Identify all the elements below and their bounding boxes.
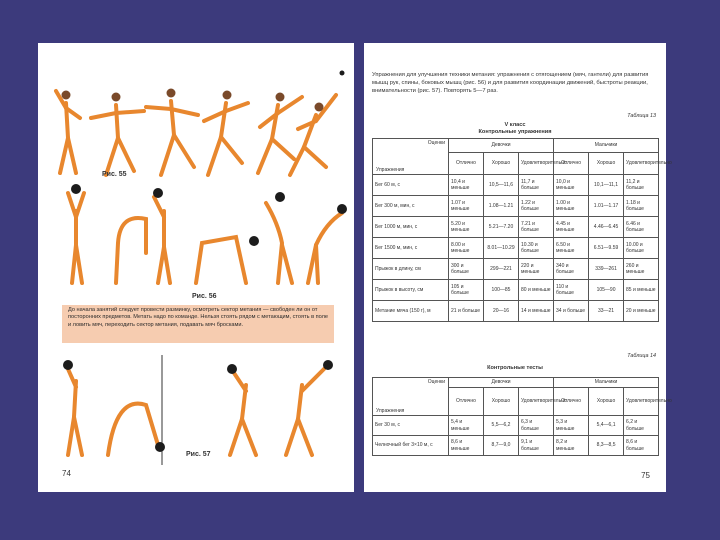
- table-14-girls: Девочки: [449, 378, 554, 388]
- table-13-girls: Девочки: [449, 139, 554, 153]
- table-14-title: Контрольные тесты: [487, 365, 543, 371]
- table-row: Бег 1000 м, мин, с 5.20 и меньше 5.21—7.20 7.21 и больше 4.45 и меньше 4.46—6.45 6.46 и больше: [373, 217, 659, 238]
- coordination-exercises-figure: [46, 355, 346, 465]
- control-tests-table: Оценки Упражнения Девочки Мальчики Отлично Хорошо Удовлетворительно Отлично Хорошо Удовлетворительно Бег 30 м, с 5,4 и меньше 5,5—6,2 6,3 и больше 5,3 и меньше 5,4—6,1 6,2 и больше Челночный бег 3×10 м, с 8,6 и меньше 8,7—9,0 9,1 и больше 8,2 и меньше 8,3—8,5 8,6 и больше: [372, 377, 659, 456]
- table-row: Бег 1500 м, мин, с 8.00 и меньше 8.01—10.29 10.30 и больше 6.50 и меньше 6.51—9.59 10.00 и больше: [373, 238, 659, 259]
- throwing-sequence-figure: [46, 63, 346, 193]
- left-page: [38, 43, 354, 492]
- table-14-corner: Оценки Упражнения: [373, 378, 449, 416]
- table-14-boys: Мальчики: [554, 378, 659, 388]
- table-13-boys: Мальчики: [554, 139, 659, 153]
- table-row: Метание мяча (150 г), м 21 и больше 20—16 14 и меньше 34 и больше 33—21 20 и меньше: [373, 301, 659, 322]
- table-13-label: Таблица 13: [627, 113, 656, 119]
- table-row: Бег 30 м, с 5,4 и меньше 5,5—6,2 6,3 и больше 5,3 и меньше 5,4—6,1 6,2 и больше: [373, 416, 659, 436]
- right-page: [364, 43, 672, 492]
- table-14-label: Таблица 14: [627, 353, 656, 359]
- table-13-corner: Оценки Упражнения: [373, 139, 449, 175]
- table-row: Прыжок в высоту, см 105 и больше 100—85 80 и меньше 110 и больше 105—90 85 и меньше: [373, 280, 659, 301]
- safety-note: До начала занятий следует провести разминку, осмотреть сектор метания — свободен ли он от посторонних предметов. Метать надо по команде. Нельзя стоять рядом с метающим, стоять в поле и ловить мяч, переходить сектор метания, подавать мяч бросками.: [62, 305, 334, 343]
- table-row: Бег 300 м, мин, с 1.07 и меньше 1.08—1.21 1.22 и больше 1.00 и меньше 1.01—1.17 1.18 и больше: [373, 196, 659, 217]
- table-13-title: Контрольные упражнения: [478, 129, 552, 135]
- fig-57-caption: Рис. 57: [186, 451, 211, 458]
- table-row: Прыжок в длину, см 300 и больше 299—221 220 и меньше 340 и больше 339—261 260 и меньше: [373, 259, 659, 280]
- ball-exercises-figure: [46, 183, 346, 293]
- page-number-left: 74: [62, 469, 71, 478]
- control-exercises-table: Оценки Упражнения Девочки Мальчики Отлично Хорошо Удовлетворительно Отлично Хорошо Удовлетворительно Бег 60 м, с 10,4 и меньше 10,5—11,6 11,7 и больше 10,0 и меньше 10,1—11,1 11,2 и больше Бег 300 м, мин, с 1.07 и меньше 1.08—1.21 1.22 и больше 1.00 и меньше 1.01—1.17 1.18 и больше Бег 1000 м, мин, с 5.20 и меньше 5.21—7.20 7.21 и больше 4.45 и меньше 4.46—6.45 6.46 и больше Бег 1500 м, мин, с 8.00 и меньше 8.01—10.29 10.30 и больше 6.50 и меньше 6.51—9.59 10.00 и больше Прыжок в длину, см 300 и больше 299—221 220 и меньше 340 и больше 339—261 260 и меньше Прыжок в высоту, см 105 и больше 100—85 80 и меньше 110 и больше 105—90 85 и меньше Метание мяча (150 г), м 21 и больше 20—16 14 и меньше 34 и больше 33—21 20 и меньше: [372, 138, 659, 322]
- table-13-grade: V класс: [504, 122, 526, 128]
- table-row: Челночный бег 3×10 м, с 8,6 и меньше 8,7—9,0 9,1 и больше 8,2 и меньше 8,3—8,5 8,6 и больше: [373, 436, 659, 456]
- fig-55-caption: Рис. 55: [102, 171, 127, 178]
- fig-56-caption: Рис. 56: [192, 293, 217, 300]
- table-row: Бег 60 м, с 10,4 и меньше 10,5—11,6 11,7 и больше 10,0 и меньше 10,1—11,1 11,2 и больше: [373, 175, 659, 196]
- intro-text: Упражнения для улучшения техники метания: упражнения с отягощением (мяч, гантели) для развития мышц рук, спины, боковых мышц (рис. 56) и для развития координации движений, быстроты реакции, внимательности (рис. 57). Повторять 5—7 раз.: [372, 72, 649, 94]
- page-number-right: 75: [641, 471, 650, 480]
